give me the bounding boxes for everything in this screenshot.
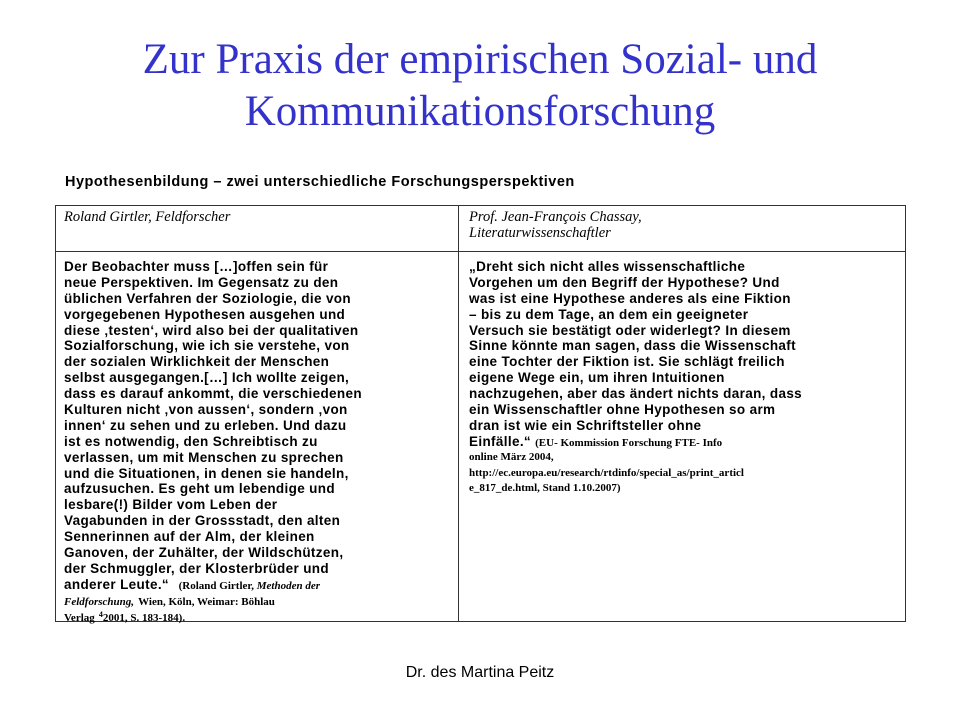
left-quote-end: anderer Leute.“ bbox=[64, 576, 170, 592]
right-author-cell bbox=[469, 209, 642, 241]
right-quote-last-line bbox=[469, 434, 802, 450]
right-quote-line: was ist eine Hypothese anderes als eine Fiktion bbox=[469, 290, 791, 306]
left-quote-line: und die Situationen, in denen sie handeln, bbox=[64, 465, 349, 481]
left-quote-line: lesbare(!) Bilder vom Leben der bbox=[64, 497, 278, 513]
left-quote-line: Sozialforschung, wie ich sie verstehe, von bbox=[64, 338, 350, 354]
scanned-document bbox=[55, 172, 906, 622]
left-citation-title-cont: Feldforschung, bbox=[64, 595, 134, 608]
right-quote-end: Einfälle.“ bbox=[469, 433, 532, 449]
left-quote-line: üblichen Verfahren der Soziologie, die von bbox=[64, 290, 352, 306]
left-citation-edition: 4 bbox=[98, 609, 103, 619]
slide-footer: Dr. des Martina Peitz bbox=[405, 664, 555, 681]
left-quote-line: Vagabunden in der Grossstadt, den alten bbox=[64, 513, 341, 529]
left-quote-line: neue Perspektiven. Im Gegensatz zu den bbox=[64, 274, 339, 290]
row-divider bbox=[56, 251, 905, 252]
right-quote-line: „Dreht sich nicht alles wissenschaftliche bbox=[469, 259, 746, 274]
left-quote-line: dass es darauf ankommt, die verschiedenen bbox=[64, 386, 362, 402]
right-quote-line: Vorgehen um den Begriff der Hypothese? Und bbox=[469, 274, 780, 290]
left-quote-line: vorgegebenen Hypothesen ausgehen und bbox=[64, 306, 346, 322]
column-divider bbox=[458, 206, 459, 621]
right-author-line-1: Prof. Jean-François Chassay, bbox=[469, 209, 642, 225]
slide-title-line-1: Zur Praxis der empirischen Sozial- und bbox=[142, 36, 818, 83]
slide-title-line-2: Kommunikationsforschung bbox=[244, 88, 716, 135]
right-quote-cell bbox=[469, 259, 802, 497]
left-quote-line: diese ‚testen‘, wird also bei der qualitativen bbox=[64, 322, 359, 338]
right-citation-line: online März 2004, bbox=[469, 450, 554, 463]
left-quote-line: aufzusuchen. Es geht um lebendige und bbox=[64, 481, 335, 497]
left-quote-line: Der Beobachter muss […]offen sein für bbox=[64, 259, 329, 274]
left-quote-cell bbox=[64, 259, 362, 624]
left-citation-year-pages: 2001, S. 183-184). bbox=[102, 611, 186, 624]
right-quote-line: Versuch sie bestätigt oder widerlegt? In diesem bbox=[469, 322, 791, 338]
left-citation-verlag: Verlag bbox=[64, 611, 95, 624]
right-author-line-2: Literaturwissenschaftler bbox=[469, 225, 611, 241]
left-quote-last-line bbox=[64, 577, 362, 593]
left-quote-line: der Schmuggler, der Klosterbrüder und bbox=[64, 560, 329, 576]
left-quote-line: der sozialen Wirklichkeit der Menschen bbox=[64, 354, 330, 370]
right-quote-line: nachzugehen, aber das ändert nichts daran, dass bbox=[469, 386, 803, 402]
left-quote-line: Ganoven, der Zuhälter, der Wildschützen, bbox=[64, 545, 344, 561]
left-citation-line bbox=[64, 593, 362, 609]
document-heading: Hypothesenbildung – zwei unterschiedliche Forschungsperspektiven bbox=[65, 174, 575, 190]
right-quote-line: eigene Wege ein, um ihren Intuitionen bbox=[469, 370, 725, 386]
right-quote-line: Sinne könnte man sagen, dass die Wissenschaft bbox=[469, 338, 796, 354]
right-quote-line: – bis zu dem Tage, an dem ein geeigneter bbox=[469, 306, 749, 322]
left-quote-line: Kulturen nicht ‚von aussen‘, sondern ‚von bbox=[64, 402, 348, 418]
right-quote-line: eine Tochter der Fiktion ist. Sie schlägt freilich bbox=[469, 354, 785, 370]
left-quote-line: ist es notwendig, den Schreibtisch zu bbox=[64, 433, 318, 449]
slide-title bbox=[40, 34, 920, 138]
right-citation-line: e_817_de.html, Stand 1.10.2007) bbox=[469, 482, 621, 495]
right-citation-url: http://ec.europa.eu/research/rtdinfo/special_as/print_articl bbox=[469, 466, 744, 479]
left-author-cell: Roland Girtler, Feldforscher bbox=[64, 209, 231, 225]
right-citation-line: (EU- Kommission Forschung FTE- Info bbox=[535, 436, 723, 449]
right-quote-line: ein Wissenschaftler ohne Hypothesen so arm bbox=[469, 402, 776, 418]
left-quote-line: innen‘ zu sehen und zu erleben. Und dazu bbox=[64, 417, 347, 433]
left-citation-place: Wien, Köln, Weimar: Böhlau bbox=[138, 595, 275, 608]
left-quote-line: verlassen, um mit Menschen zu sprechen bbox=[64, 449, 344, 465]
right-quote-line: dran ist wie ein Schriftsteller ohne bbox=[469, 417, 702, 433]
left-quote-line: selbst ausgegangen.[…] Ich wollte zeigen, bbox=[64, 370, 350, 386]
left-citation-line bbox=[64, 609, 362, 625]
left-citation-start: (Roland Girtler, Methoden der bbox=[178, 579, 321, 592]
comparison-table bbox=[55, 205, 906, 622]
left-quote-line: Sennerinnen auf der Alm, der kleinen bbox=[64, 529, 315, 545]
left-citation-title: Methoden der bbox=[256, 579, 321, 592]
